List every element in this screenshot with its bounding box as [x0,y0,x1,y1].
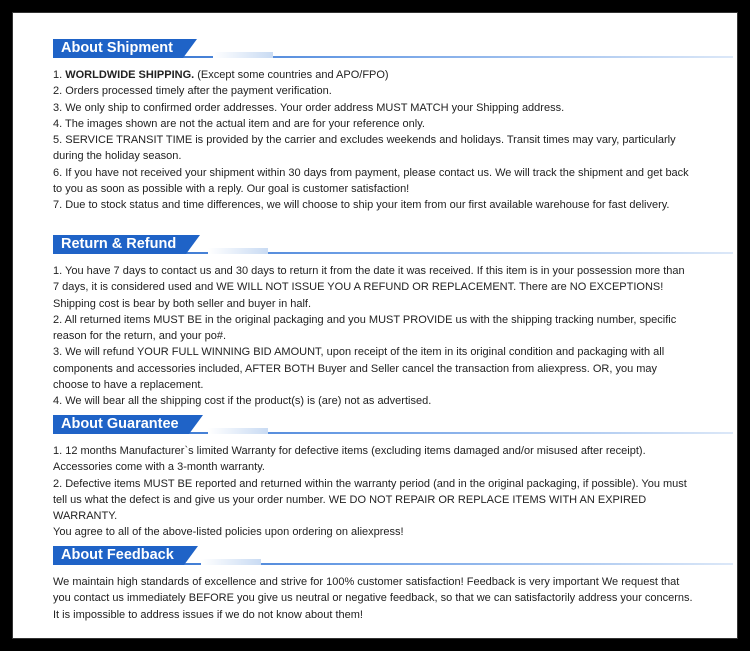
refund-line: 4. We will bear all the shipping cost if the product(s) is (are) not as advertised. [53,395,432,408]
shipment-line [53,67,733,83]
guarantee-line: Accessories come with a 3-month warranty. [53,461,265,474]
feedback-section [53,546,733,623]
shipment-line: during the holiday season. [53,150,182,163]
refund-line: components and accessories included, AFTER BOTH Buyer and Seller cancel the transaction from aliexpress. OR, you may [53,362,658,375]
shipment-header [53,39,733,61]
refund-lines [53,263,733,410]
shipment-line: 5. SERVICE TRANSIT TIME is provided by the carrier and excludes weekends and holidays. Transit times may vary, particularly [53,134,676,147]
guarantee-title: About Guarantee [53,415,189,434]
refund-line: 7 days, it is considered used and WE WILL NOT ISSUE YOU A REFUND OR REPLACEMENT. There are NO EXCEPTIONS! [53,281,664,294]
feedback-header [53,546,733,568]
feedback-line: We maintain high standards of excellence and strive for 100% customer satisfaction! Feedback is very important We request that [53,576,680,588]
guarantee-line: WARRANTY. [53,510,118,523]
line-bold: WORLDWIDE SHIPPING. [65,69,195,81]
line-rest: (Except some countries and APO/FPO) [194,69,389,81]
shipment-line: 6. If you have not received your shipment within 30 days from payment, please contact us. We will track the shipment and get back [53,166,689,179]
header-accent [213,52,273,58]
guarantee-line: 2. Defective items MUST BE reported and returned within the warranty period (and in the original packaging, if possible). You must [53,477,687,490]
refund-line: reason for the return, and your po#. [53,330,227,343]
shipment-line: 4. The images shown are not the actual item and are for your reference only. [53,117,425,130]
feedback-title: About Feedback [53,546,184,565]
shipment-line: 7. Due to stock status and time differences, we will choose to ship your item from our first available warehouse for fast delivery. [53,199,670,212]
guarantee-section [53,415,733,541]
guarantee-header [53,415,733,437]
feedback-line: you contact us immediately BEFORE you give us neutral or negative feedback, so that we can satisfactorily address your concerns. [53,592,693,605]
refund-line: 3. We will refund YOUR FULL WINNING BID AMOUNT, upon receipt of the item in its original condition and packaging with all [53,346,665,359]
refund-line: 2. All returned items MUST BE in the original packaging and you MUST PROVIDE us with the shipping tracking number, specific [53,313,677,326]
header-accent [201,559,261,565]
shipment-line: 3. We only ship to confirmed order addresses. Your order address MUST MATCH your Shipping address. [53,101,565,114]
feedback-lines [53,574,733,623]
policy-panel [12,12,738,639]
header-accent [208,248,268,254]
refund-line: Shipping cost is bear by both seller and buyer in half. [53,297,312,310]
guarantee-line: tell us what the defect is and give us your order number. WE DO NOT REPAIR OR REPLACE ITEMS WITH AN EXPIRED [53,493,647,506]
line-prefix: 1. [53,69,66,81]
refund-section [53,235,733,410]
refund-title: Return & Refund [53,235,186,254]
guarantee-lines [53,443,733,541]
shipment-line: 2. Orders processed timely after the payment verification. [53,85,332,98]
shipment-lines [53,67,733,214]
refund-line: choose to have a replacement. [53,379,204,392]
feedback-line: It is impossible to address issues if we do not know about them! [53,608,363,621]
refund-header [53,235,733,257]
shipment-section [53,39,733,214]
refund-line: 1. You have 7 days to contact us and 30 days to return it from the date it was received. If this item is in your possession more than [53,265,685,277]
shipment-line: to you as soon as possible with a reply. Our goal is customer satisfaction! [53,183,410,196]
guarantee-line: 1. 12 months Manufacturer`s limited Warranty for defective items (excluding items damaged and/or misused after receipt). [53,445,646,457]
shipment-title: About Shipment [53,39,183,58]
guarantee-line: You agree to all of the above-listed policies upon ordering on aliexpress! [53,526,404,539]
header-accent [208,428,268,434]
